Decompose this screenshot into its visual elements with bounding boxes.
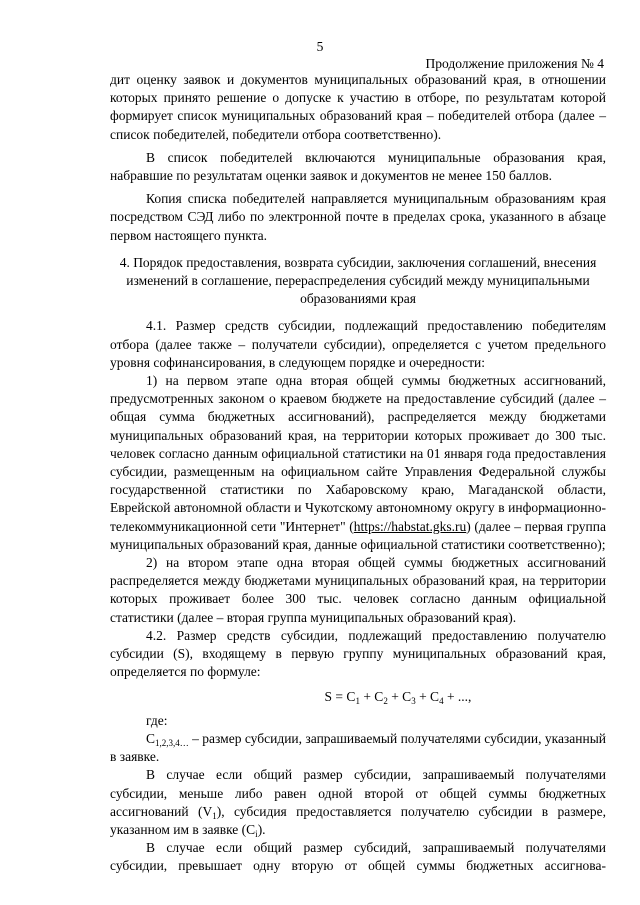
formula-term: + C [359, 688, 384, 704]
c-definition-text: – размер субсидии, запрашиваемый получателями субсидии, указанный в заявке. [110, 730, 606, 765]
paragraph-4-2: 4.2. Размер средств субсидии, подлежащий предоставлению получателю субсидии (S), входящему в первую группу муниципальных образований края, определяется по формуле: [110, 627, 606, 680]
formula-lhs: S = C [324, 688, 356, 704]
case-text-b: ), субсидия предоставляется получателю субсидии в размере, указанном им в заявке (C [110, 803, 607, 837]
paragraph-evaluation: дит оценку заявок и документов муниципальных образований края, в отношении которых принято решение о допуске к участию в отборе, по результатам которой формирует список муниципальных образований края – победителей отбора (далее – список победителей, победители отбора соответственно). [110, 72, 606, 142]
subsidy-formula [110, 688, 606, 706]
formula-term: + C [415, 688, 440, 704]
paragraph-4-1: 4.1. Размер средств субсидии, подлежащий предоставлению победителям отбора (далее также – получатели субсидии), определяется с учетом предельного уровня софинансирования, в следующем порядке и очередности: [110, 318, 606, 370]
paragraph-exceeds-case: В случае если общий размер субсидий, запрашиваемый получателями субсидии, превышает одну вторую от общей суммы бюджетных ассигнова- [110, 840, 606, 874]
page-number: 5 [316, 39, 324, 54]
formula-tail: + ..., [443, 688, 472, 704]
paragraph-c-definition [110, 730, 606, 766]
case-text-a: В случае если общий размер субсидии, запрашиваемый получателями субсидии, меньше либо равен одной второй от общей суммы бюджетных ассигнований (V [110, 767, 606, 819]
c-subscript: 1,2,3,4… [155, 737, 189, 748]
paragraph-copy-list: Копия списка победителей направляется муниципальным образованиям края посредством СЭД либо по электронной почте в пределах срока, указанного в абзаце первом настоящего пункта. [110, 191, 606, 243]
c-symbol: C [146, 730, 156, 746]
habstat-link[interactable]: https://habstat.gks.ru [353, 518, 467, 534]
appendix-continuation-label: Продолжение приложения № 4 [425, 56, 604, 71]
document-body [110, 71, 606, 876]
paragraph-second-stage: 2) на втором этапе одна вторая общей суммы бюджетных ассигнований распределяется между бюджетами муниципальных образований края, на территории которых проживает более 300 тыс. человек согласно данным официальной статистики (далее – вторая группа муниципальных образований края). [110, 555, 606, 625]
paragraph-first-stage [110, 372, 606, 554]
first-stage-text-end: ) (далее – первая группа муниципальных образований края, данные официальной статистики соответственно); [110, 518, 606, 552]
formula-sub: 3 [411, 695, 416, 706]
formula-sub: 1 [355, 695, 360, 706]
v-subscript: 1 [212, 810, 217, 821]
section-heading-4: 4. Порядок предоставления, возврата субсидии, заключения соглашений, внесения изменений в соглашение, перераспределения субсидий между муниципальными образованиями края [119, 254, 597, 307]
first-stage-text: 1) на первом этапе одна вторая общей суммы бюджетных ассигнований, предусмотренных законом о краевом бюджете на предоставление субсидий (далее – общая сумма бюджетных ассигнований), распределяется между бюджетами муниципальных образований края, на территории которых проживает до 300 тыс. человек согласно данным официальной статистики на 01 января года предоставления субсидии, размещенным на официальном сайте Управления Федеральной службы государственной статистики по Хабаровскому краю, Магаданской области, Еврейской автономной области и Чукотскому автономному округу в информационно-телекоммуникационной сети "Интернет" ( [110, 373, 606, 534]
formula-term: + C [387, 688, 412, 704]
formula-sub: 2 [383, 695, 388, 706]
formula-sub: 4 [439, 695, 444, 706]
paragraph-winners-list: В список победителей включаются муниципальные образования края, набравшие по результатам оценки заявок и документов не менее 150 баллов. [110, 149, 606, 184]
ci-subscript: i [255, 828, 258, 839]
where-label: где: [146, 712, 168, 728]
case-text-c: ). [257, 821, 266, 837]
paragraph-less-or-equal-case [110, 766, 606, 839]
